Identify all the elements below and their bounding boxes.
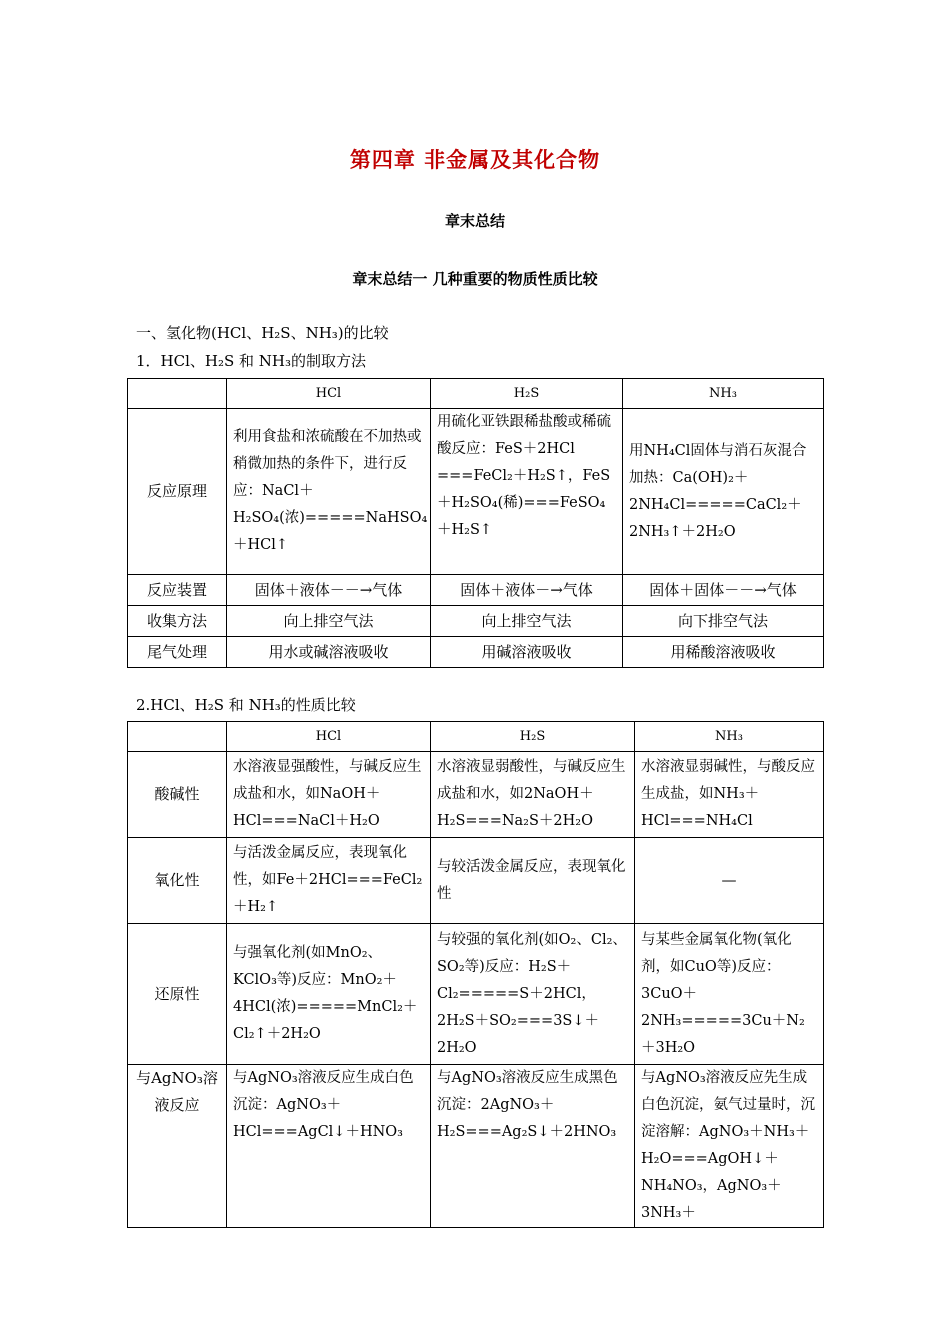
table-row [128,575,824,606]
table-cell: 水溶液显弱酸性，与碱反应生成盐和水，如2NaOH＋H₂S===Na₂S＋2H₂O [431,752,635,838]
table-cell: 与较活泼金属反应，表现氧化性 [431,838,635,924]
preparation-table [127,378,824,668]
table-row [128,1065,824,1228]
table-cell: 用NH₄Cl固体与消石灰混合加热：Ca(OH)₂＋2NH₄Cl=====CaCl₂＋2NH₃↑＋2H₂O [623,409,824,575]
table-row [128,409,824,575]
table-cell: 固体＋液体－－→气体 [227,575,431,606]
row-label: 收集方法 [128,606,227,637]
table-cell: 向下排空气法 [623,606,824,637]
table-row [128,752,824,838]
table-cell: 向上排空气法 [227,606,431,637]
table-cell: 与强氧化剂(如MnO₂、KClO₃等)反应：MnO₂＋4HCl(浓)=====MnCl₂＋Cl₂↑＋2H₂O [227,924,431,1065]
table-cell: 与较强的氧化剂(如O₂、Cl₂、SO₂等)反应：H₂S＋Cl₂=====S＋2HCl，2H₂S＋SO₂===3S↓＋2H₂O [431,924,635,1065]
table-cell: 与某些金属氧化物(氧化剂，如CuO等)反应：3CuO＋2NH₃=====3Cu＋N₂＋3H₂O [635,924,824,1065]
table-header-row [128,722,824,752]
row-label: 酸碱性 [128,752,227,838]
table-cell: 用硫化亚铁跟稀盐酸或稀硫酸反应：FeS＋2HCl ===FeCl₂＋H₂S↑，FeS＋H₂SO₄(稀)===FeSO₄＋H₂S↑ [431,409,623,575]
table-row [128,838,824,924]
header-cell: NH₃ [623,379,824,409]
table-cell: 与活泼金属反应，表现氧化性，如Fe＋2HCl===FeCl₂＋H₂↑ [227,838,431,924]
row-label: 尾气处理 [128,637,227,668]
subsection-title: 章末总结一 几种重要的物质性质比较 [352,270,598,288]
table-cell: 与AgNO₃溶液反应生成白色沉淀：AgNO₃＋HCl===AgCl↓＋HNO₃ [227,1065,431,1228]
row-label: 氧化性 [128,838,227,924]
section-title: 章末总结 [444,212,505,230]
table-row [128,924,824,1065]
header-cell: NH₃ [635,722,824,752]
properties-table [127,721,824,1228]
row-label: 反应装置 [128,575,227,606]
header-cell [128,722,227,752]
header-cell [128,379,227,409]
header-cell: H₂S [431,722,635,752]
row-label: 反应原理 [128,409,227,575]
table-cell: 用水或碱溶液吸收 [227,637,431,668]
table-row [128,606,824,637]
row-label: 还原性 [128,924,227,1065]
table-cell: 固体＋液体－→气体 [431,575,623,606]
heading-preparation: 1．HCl、H₂S 和 NH₃的制取方法 [136,352,367,370]
table-cell: 用稀酸溶液吸收 [623,637,824,668]
chapter-title: 第四章 非金属及其化合物 [349,148,601,172]
table-cell: 水溶液显弱碱性，与酸反应生成盐，如NH₃＋HCl===NH₄Cl [635,752,824,838]
heading-hydrides: 一、氢化物(HCl、H₂S、NH₃)的比较 [136,324,389,342]
table-cell: — [635,838,824,924]
table-cell: 向上排空气法 [431,606,623,637]
table-cell: 用碱溶液吸收 [431,637,623,668]
header-cell: H₂S [431,379,623,409]
table-cell: 固体＋固体－－→气体 [623,575,824,606]
table-cell: 与AgNO₃溶液反应生成黑色沉淀：2AgNO₃＋H₂S===Ag₂S↓＋2HNO₃ [431,1065,635,1228]
table-row [128,637,824,668]
table-cell: 水溶液显强酸性，与碱反应生成盐和水，如NaOH＋HCl===NaCl＋H₂O [227,752,431,838]
table-header-row [128,379,824,409]
header-cell: HCl [227,722,431,752]
heading-properties: 2.HCl、H₂S 和 NH₃的性质比较 [136,696,356,714]
table-cell: 利用食盐和浓硫酸在不加热或稍微加热的条件下，进行反应：NaCl＋H₂SO₄(浓)=====NaHSO₄＋HCl↑ [227,409,431,575]
header-cell: HCl [227,379,431,409]
table-cell: 与AgNO₃溶液反应先生成白色沉淀，氨气过量时，沉淀溶解：AgNO₃＋NH₃＋H₂O===AgOH↓＋NH₄NO₃，AgNO₃＋3NH₃＋ [635,1065,824,1228]
row-label: 与AgNO₃溶液反应 [128,1065,227,1228]
